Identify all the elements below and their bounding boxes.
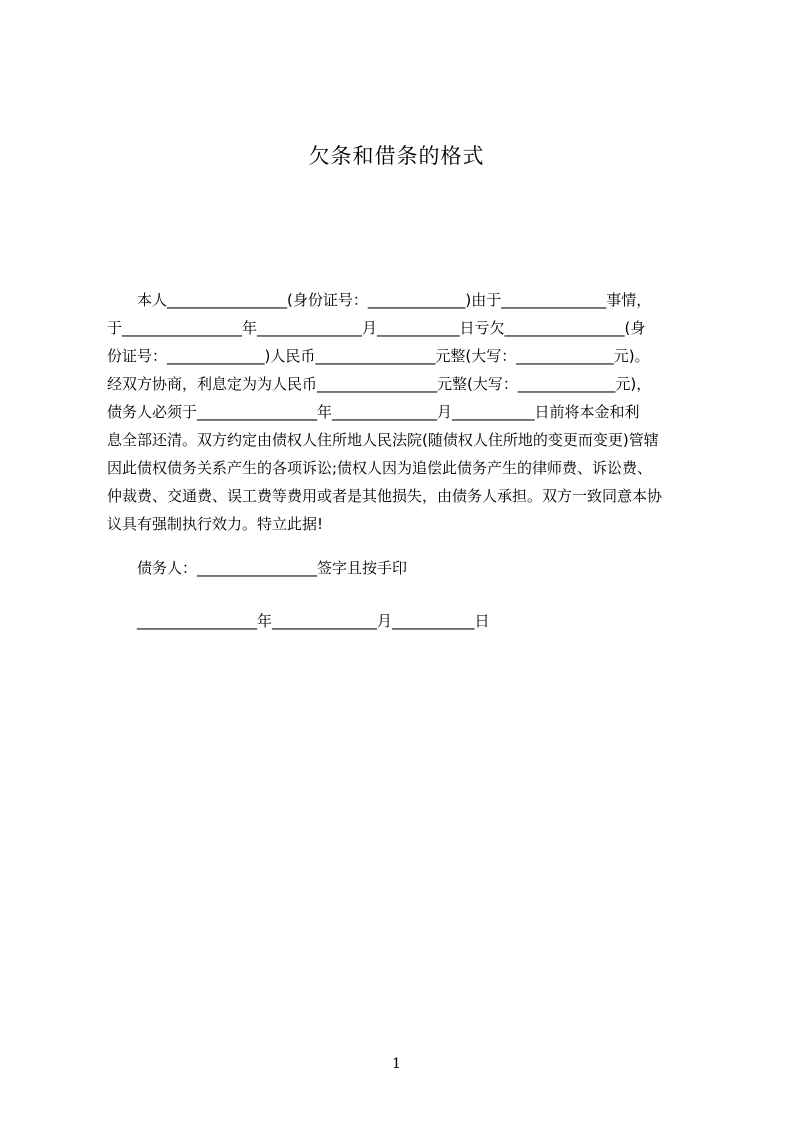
page-number: 1 <box>392 1056 401 1072</box>
debtor-signature-line: 债务人：________________签字且按手印 <box>137 559 408 577</box>
date-line: ________________年______________月___________日 <box>137 612 490 630</box>
document-title: 欠条和借条的格式 <box>308 144 485 168</box>
body-line-3: 份证号：_____________)人民币________________元整(大写：_____________元)。 <box>107 347 650 365</box>
body-line-5: 债务人必须于________________年______________月___________日前将本金和利 <box>107 403 640 421</box>
document-body <box>0 280 700 540</box>
body-line-8: 仲裁费、交通费、误工费等费用或者是其他损失，由债务人承担。双方一致同意本协 <box>107 487 663 505</box>
body-line-7: 因此债权债务关系产生的各项诉讼;债权人因为追偿此债务产生的律师费、诉讼费、 <box>107 459 653 477</box>
body-line-9: 议具有强制执行效力。特立此据! <box>107 515 324 533</box>
body-line-4: 经双方协商，利息定为为人民币________________元整(大写：_____________元)， <box>107 375 652 393</box>
body-line-6: 息全部还清。双方约定由债权人住所地人民法院(随债权人住所地的变更而变更)管辖 <box>107 431 659 449</box>
body-line-1: 本人________________(身份证号：_____________)由于______________事情， <box>107 291 652 309</box>
body-line-2: 于________________年______________月___________日亏欠________________(身 <box>107 319 646 337</box>
